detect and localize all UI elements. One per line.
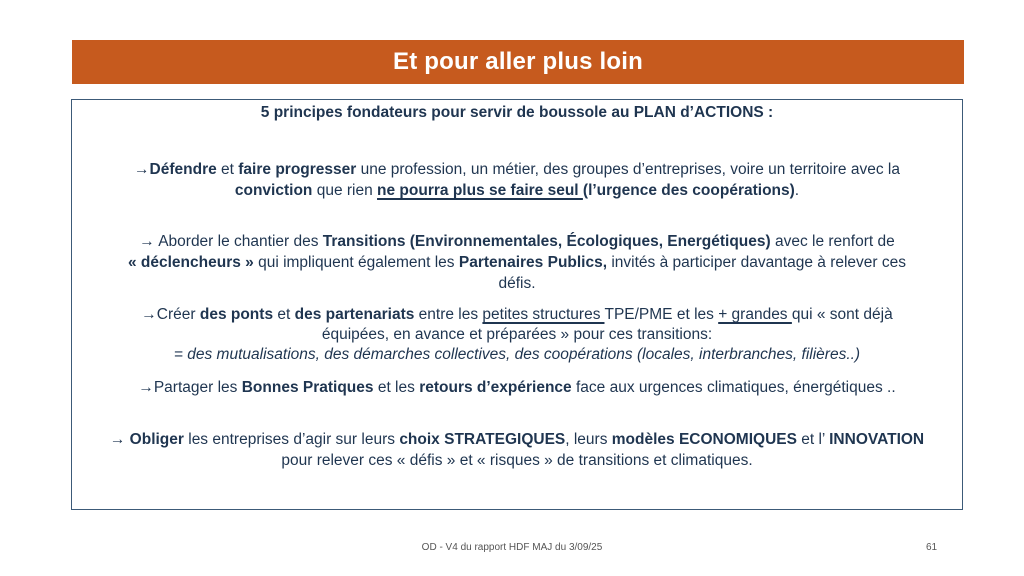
slide-title: Et pour aller plus loin (393, 48, 643, 75)
principle-1-line-2: conviction que rien ne pourra plus se faire seul (l’urgence des coopérations). (234, 182, 800, 199)
principle-5-line-1: → Obliger les entreprises d’agir sur leurs choix STRATEGIQUES, leurs modèles ECONOMIQUES et l’ INNOVATION (109, 431, 925, 448)
principle-3-line-3: = des mutualisations, des démarches collectives, des coopérations (locales, interbranches, filières..) (173, 346, 861, 363)
principle-5-line-2: pour relever ces « défis » et « risques » de transitions et climatiques. (281, 452, 753, 469)
content-box (71, 99, 963, 510)
slide-title-bar (72, 40, 964, 84)
principle-2-line-3: défis. (498, 275, 536, 292)
principle-4-line-1: →Partager les Bonnes Pratiques et les retours d’expérience face aux urgences climatiques, énergétiques .. (138, 379, 896, 396)
principles-heading: 5 principes fondateurs pour servir de boussole au PLAN d’ACTIONS : (260, 104, 774, 121)
principle-3-line-2: équipées, en avance et préparées » pour ces transitions: (321, 326, 713, 343)
principle-1-line-1: →Défendre et faire progresser une profession, un métier, des groupes d’entreprises, voire un territoire avec la (134, 161, 900, 178)
principle-2-line-2: « déclencheurs » qui impliquent également les Partenaires Publics, invités à participer davantage à relever ces (127, 254, 907, 271)
principle-2-line-1: → Aborder le chantier des Transitions (Environnementales, Écologiques, Energétiques) avec le renfort de (139, 233, 895, 250)
page-number: 61 (926, 542, 938, 553)
footer-note: OD - V4 du rapport HDF MAJ du 3/09/25 (421, 542, 603, 553)
principle-3-line-1: →Créer des ponts et des partenariats entre les petites structures TPE/PME et les + grandes qui « sont déjà (141, 306, 893, 323)
